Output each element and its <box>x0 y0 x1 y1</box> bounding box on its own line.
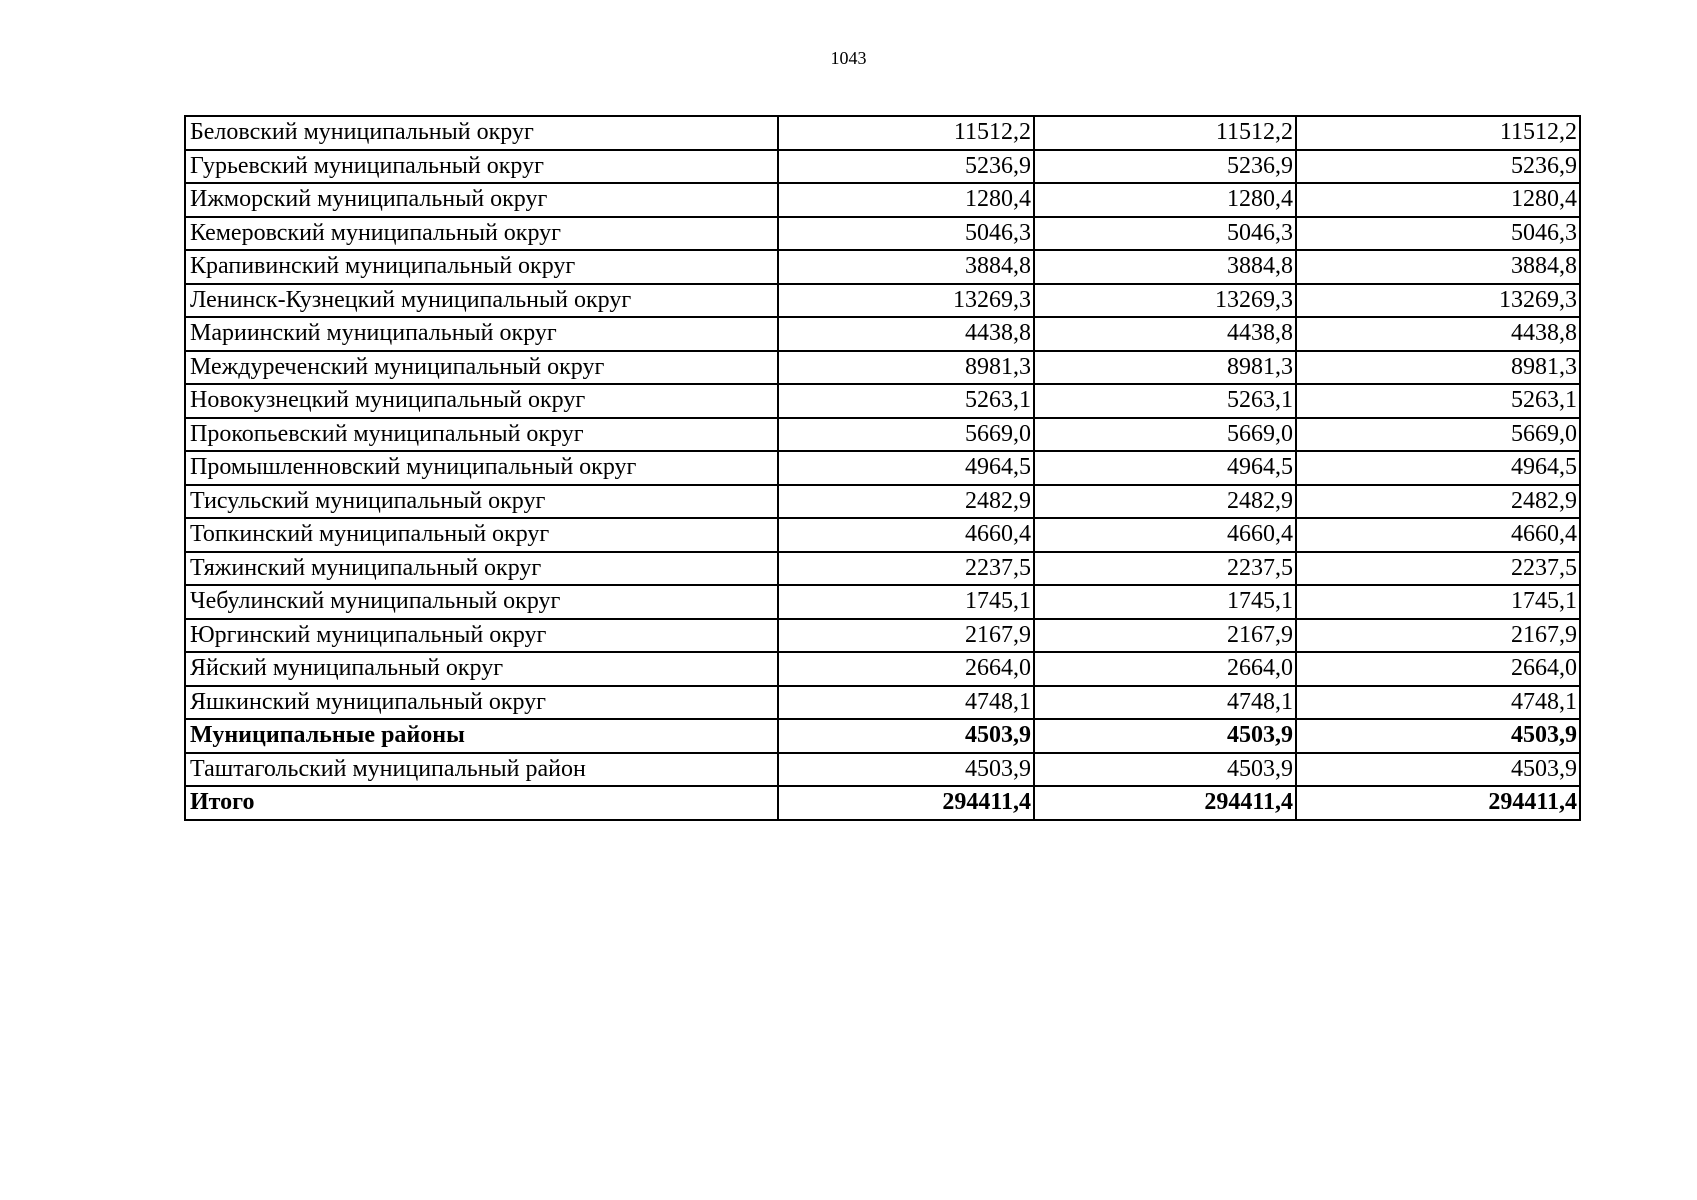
row-value-1-cell: 11512,2 <box>778 116 1034 150</box>
row-name-cell: Юргинский муниципальный округ <box>185 619 778 653</box>
row-value-3-cell: 5236,9 <box>1296 150 1580 184</box>
row-value-1-cell: 1745,1 <box>778 585 1034 619</box>
row-value-1-cell: 5669,0 <box>778 418 1034 452</box>
row-value-3-cell: 294411,4 <box>1296 786 1580 820</box>
row-name-cell: Прокопьевский муниципальный округ <box>185 418 778 452</box>
row-value-2-cell: 4748,1 <box>1034 686 1296 720</box>
row-name-cell: Тисульский муниципальный округ <box>185 485 778 519</box>
row-value-3-cell: 5263,1 <box>1296 384 1580 418</box>
table-row <box>185 384 1580 418</box>
row-name-cell: Тяжинский муниципальный округ <box>185 552 778 586</box>
table-row-subtotal <box>185 719 1580 753</box>
table-row <box>185 116 1580 150</box>
page-number: 1043 <box>830 48 867 68</box>
row-value-2-cell: 294411,4 <box>1034 786 1296 820</box>
row-value-3-cell: 3884,8 <box>1296 250 1580 284</box>
row-value-3-cell: 1745,1 <box>1296 585 1580 619</box>
row-name-cell: Итого <box>185 786 778 820</box>
row-value-2-cell: 4660,4 <box>1034 518 1296 552</box>
table-body <box>185 116 1580 820</box>
row-value-1-cell: 4964,5 <box>778 451 1034 485</box>
row-name-cell: Кемеровский муниципальный округ <box>185 217 778 251</box>
row-value-3-cell: 13269,3 <box>1296 284 1580 318</box>
table-row <box>185 753 1580 787</box>
row-value-2-cell: 2482,9 <box>1034 485 1296 519</box>
row-value-2-cell: 5236,9 <box>1034 150 1296 184</box>
row-value-1-cell: 8981,3 <box>778 351 1034 385</box>
row-value-1-cell: 2167,9 <box>778 619 1034 653</box>
row-value-2-cell: 1745,1 <box>1034 585 1296 619</box>
row-value-2-cell: 5669,0 <box>1034 418 1296 452</box>
table-row <box>185 250 1580 284</box>
table-row <box>185 652 1580 686</box>
row-value-1-cell: 294411,4 <box>778 786 1034 820</box>
row-value-3-cell: 2167,9 <box>1296 619 1580 653</box>
row-value-2-cell: 2167,9 <box>1034 619 1296 653</box>
row-value-1-cell: 4503,9 <box>778 753 1034 787</box>
row-value-3-cell: 2664,0 <box>1296 652 1580 686</box>
table-row <box>185 485 1580 519</box>
row-name-cell: Междуреченский муниципальный округ <box>185 351 778 385</box>
table-row <box>185 183 1580 217</box>
row-name-cell: Новокузнецкий муниципальный округ <box>185 384 778 418</box>
row-value-2-cell: 1280,4 <box>1034 183 1296 217</box>
row-value-3-cell: 11512,2 <box>1296 116 1580 150</box>
table-row <box>185 317 1580 351</box>
row-value-2-cell: 2664,0 <box>1034 652 1296 686</box>
row-name-cell: Промышленновский муниципальный округ <box>185 451 778 485</box>
row-name-cell: Беловский муниципальный округ <box>185 116 778 150</box>
table-row <box>185 217 1580 251</box>
row-name-cell: Ленинск-Кузнецкий муниципальный округ <box>185 284 778 318</box>
row-value-3-cell: 2237,5 <box>1296 552 1580 586</box>
row-value-3-cell: 4503,9 <box>1296 753 1580 787</box>
row-value-2-cell: 3884,8 <box>1034 250 1296 284</box>
row-name-cell: Яшкинский муниципальный округ <box>185 686 778 720</box>
row-value-1-cell: 2482,9 <box>778 485 1034 519</box>
table-row <box>185 351 1580 385</box>
table-row <box>185 284 1580 318</box>
row-value-1-cell: 5046,3 <box>778 217 1034 251</box>
row-value-2-cell: 4964,5 <box>1034 451 1296 485</box>
table-row <box>185 150 1580 184</box>
row-value-2-cell: 4503,9 <box>1034 719 1296 753</box>
row-name-cell: Гурьевский муниципальный округ <box>185 150 778 184</box>
row-value-3-cell: 4660,4 <box>1296 518 1580 552</box>
row-name-cell: Яйский муниципальный округ <box>185 652 778 686</box>
row-value-1-cell: 2237,5 <box>778 552 1034 586</box>
row-value-3-cell: 5669,0 <box>1296 418 1580 452</box>
row-name-cell: Чебулинский муниципальный округ <box>185 585 778 619</box>
row-value-1-cell: 4748,1 <box>778 686 1034 720</box>
row-name-cell: Топкинский муниципальный округ <box>185 518 778 552</box>
row-value-2-cell: 13269,3 <box>1034 284 1296 318</box>
row-value-1-cell: 1280,4 <box>778 183 1034 217</box>
row-value-1-cell: 3884,8 <box>778 250 1034 284</box>
table-row <box>185 619 1580 653</box>
row-value-1-cell: 4660,4 <box>778 518 1034 552</box>
table-row-subtotal <box>185 786 1580 820</box>
row-value-2-cell: 2237,5 <box>1034 552 1296 586</box>
table-row <box>185 418 1580 452</box>
row-value-2-cell: 8981,3 <box>1034 351 1296 385</box>
row-value-1-cell: 4503,9 <box>778 719 1034 753</box>
row-value-3-cell: 4503,9 <box>1296 719 1580 753</box>
row-value-3-cell: 1280,4 <box>1296 183 1580 217</box>
row-value-2-cell: 4503,9 <box>1034 753 1296 787</box>
row-value-1-cell: 4438,8 <box>778 317 1034 351</box>
row-value-2-cell: 4438,8 <box>1034 317 1296 351</box>
row-value-2-cell: 5046,3 <box>1034 217 1296 251</box>
table-row <box>185 518 1580 552</box>
row-value-1-cell: 13269,3 <box>778 284 1034 318</box>
row-name-cell: Таштагольский муниципальный район <box>185 753 778 787</box>
row-value-1-cell: 5236,9 <box>778 150 1034 184</box>
row-value-3-cell: 8981,3 <box>1296 351 1580 385</box>
allocation-table <box>184 115 1581 821</box>
row-value-3-cell: 4748,1 <box>1296 686 1580 720</box>
row-value-3-cell: 5046,3 <box>1296 217 1580 251</box>
row-name-cell: Крапивинский муниципальный округ <box>185 250 778 284</box>
row-name-cell: Мариинский муниципальный округ <box>185 317 778 351</box>
row-value-3-cell: 2482,9 <box>1296 485 1580 519</box>
table-row <box>185 552 1580 586</box>
row-name-cell: Ижморский муниципальный округ <box>185 183 778 217</box>
row-value-2-cell: 5263,1 <box>1034 384 1296 418</box>
table-row <box>185 585 1580 619</box>
row-value-3-cell: 4964,5 <box>1296 451 1580 485</box>
table-row <box>185 686 1580 720</box>
row-value-1-cell: 5263,1 <box>778 384 1034 418</box>
row-value-2-cell: 11512,2 <box>1034 116 1296 150</box>
row-value-1-cell: 2664,0 <box>778 652 1034 686</box>
row-value-3-cell: 4438,8 <box>1296 317 1580 351</box>
table-row <box>185 451 1580 485</box>
row-name-cell: Муниципальные районы <box>185 719 778 753</box>
